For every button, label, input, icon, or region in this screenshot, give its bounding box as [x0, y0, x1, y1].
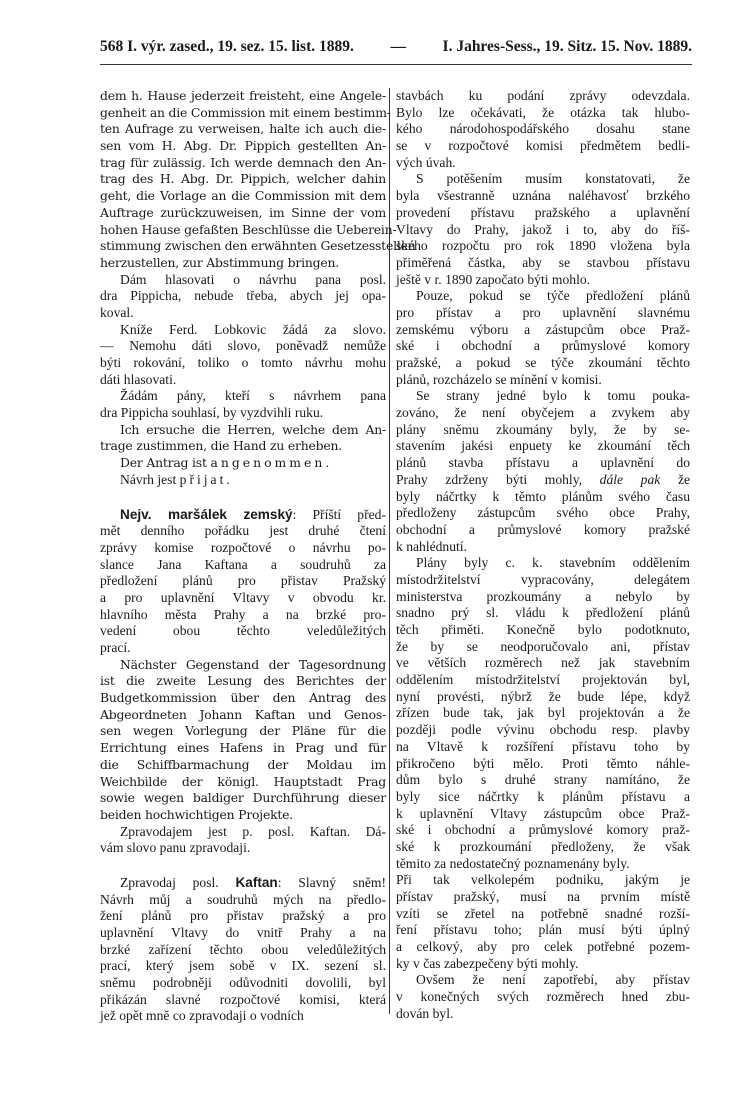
text-line: [396, 472, 690, 489]
text-line: [100, 975, 386, 992]
text-segment: byly náčrtky k těmto plánům svého času: [396, 488, 690, 504]
text-segment: prací.: [100, 640, 131, 655]
text-segment: na Vltavě k rozšíření přístavu toho by: [396, 738, 690, 754]
text-segment: sen wegen Vorlegung der Pläne für die: [100, 723, 386, 739]
text-segment: Budgetkommission über den Antrag des: [100, 690, 386, 706]
text-segment: ve větších rozměrech než jak stavebním: [396, 655, 690, 671]
spaced-text: přijat.: [179, 471, 233, 487]
text-line: [396, 338, 690, 355]
text-line: [100, 942, 386, 959]
text-line: [100, 740, 386, 757]
text-line: [396, 972, 690, 989]
text-line: [396, 705, 690, 722]
text-segment: Der Antrag ist: [120, 455, 211, 471]
right-paragraph: [396, 288, 690, 388]
text-line: [100, 590, 386, 607]
text-line: [100, 573, 386, 590]
text-line: [100, 540, 386, 557]
text-segment: býti rokování, toliko o tomto návrhu mohu: [100, 355, 386, 370]
text-segment: geht, die Vorlage an die Commission mit dem: [100, 188, 386, 204]
text-segment: plánů, rozcházelo se mínění v komisi.: [396, 371, 602, 387]
text-segment: S potěšením musím konstatovati, že: [416, 171, 690, 187]
text-line: [100, 322, 386, 339]
text-line: [396, 806, 690, 823]
text-line: [396, 288, 690, 305]
text-line: [100, 255, 386, 272]
text-line: [100, 205, 386, 222]
text-segment: Bylo lze očekávati, že otázka tak hlubo-: [396, 104, 690, 120]
running-header: [100, 38, 692, 60]
text-segment: zprávy komise rozpočtové o návrhu po-: [100, 539, 386, 555]
text-line: [396, 672, 690, 689]
header-rule: [100, 64, 692, 65]
text-segment: později podle vývinu obchodu resp. plavby: [396, 722, 690, 738]
text-line: [396, 88, 690, 105]
text-segment: Weichbilde der königl. Hauptstadt Prag: [100, 773, 386, 789]
text-line: [396, 138, 690, 155]
text-segment: plány sněmu zkoumány byly, že by se-: [396, 421, 690, 437]
text-segment: a pro uplavnění Vltavy v obvodu kr.: [100, 589, 386, 605]
header-czech: 568 I. výr. zased., 19. sez. 15. list. 1889.: [100, 38, 354, 55]
text-segment: jež opět mně co zpravodaji o vodních: [100, 1008, 304, 1024]
text-segment: dován byl.: [396, 1005, 454, 1021]
text-segment: přiměřená částka, aby se stavbou přístavu: [396, 254, 690, 270]
text-segment: přikázán slavné rozpočtové komisi, která: [100, 991, 386, 1007]
left-paragraph: [100, 657, 386, 824]
text-line: [100, 757, 386, 774]
header-german: I. Jahres-Sess., 19. Sitz. 15. Nov. 1889.: [442, 38, 692, 55]
text-segment: zřízen bude tak, jak byl projektován a že: [396, 705, 690, 721]
text-line: [396, 522, 690, 539]
text-segment: stavbách ku podání zprávy odevzdala.: [396, 88, 690, 103]
text-segment: Návrh můj a soudruhů mých na předlo-: [100, 891, 386, 907]
text-segment: ské i obchodní a průmyslové komory praž-: [396, 822, 690, 838]
text-line: [396, 222, 690, 239]
text-segment: Prahy zdrženy býti mohly,: [396, 471, 600, 487]
text-segment: Zpravodaj posl.: [120, 874, 236, 890]
text-line: [100, 840, 386, 857]
text-segment: přikročeno býti mělo. Proti těmto náhle-: [396, 755, 690, 771]
text-segment: provedení přístavu pražského a uplavnění: [396, 204, 690, 220]
text-segment: trag des H. Abg. Dr. Pippich, welcher dahin: [100, 171, 386, 187]
text-line: [100, 188, 386, 205]
text-line: [100, 355, 386, 372]
text-segment: oddělením místodržitelství projektován byl,: [396, 672, 690, 688]
text-segment: Plány byly c. k. stavebním oddělením: [416, 555, 690, 571]
text-segment: k uplavnění Vltavy zástupcům obce Praž-: [396, 805, 690, 821]
text-line: [100, 472, 386, 489]
text-segment: pro přístav a pro uplavnění slavnému: [396, 304, 690, 320]
text-segment: ření přístavu toho; plán musí býti úplný: [396, 922, 690, 938]
text-segment: zemskému výboru a zástupcům obce Praž-: [396, 321, 690, 337]
text-line: [396, 1006, 690, 1023]
text-segment: kého národohospodářského dosahu stane: [396, 121, 690, 137]
text-line: [396, 772, 690, 789]
right-column: [396, 88, 690, 1023]
text-line: [100, 221, 397, 239]
text-line: [100, 1008, 386, 1025]
text-line: [100, 875, 386, 892]
text-segment: dům bylo s druhé strany namítáno, že: [396, 772, 690, 788]
text-line: [100, 288, 386, 305]
text-segment: předložení plánů pro přistav Pražský: [100, 573, 386, 589]
text-line: [396, 989, 690, 1006]
text-segment: Vltavy do Prahy, jakož i to, aby do říš-: [396, 221, 690, 237]
text-line: [396, 856, 690, 873]
text-segment: Abgeordneten Johann Kaftan und Genos-: [100, 706, 386, 722]
text-line: [100, 305, 386, 322]
text-segment: Zpravodajem jest p. posl. Kaftan. Dá-: [120, 823, 386, 839]
text-segment: sen vom H. Abg. Dr. Pippich gestellten An-: [100, 138, 386, 154]
text-line: [396, 205, 690, 222]
text-segment: těmito za nedostatečný poznamenány byly.: [396, 855, 630, 871]
text-line: [396, 372, 690, 389]
text-line: [100, 640, 386, 657]
text-segment: Kníže Ferd. Lobkovic žádá za slovo.: [120, 321, 386, 337]
text-segment: ské i obchodní a průmyslové komory: [396, 338, 690, 354]
text-segment: uplavnění Vltavy do vnitř Prahy a na: [100, 925, 386, 940]
text-line: [100, 673, 386, 690]
text-line: [396, 839, 690, 856]
text-line: [100, 824, 386, 841]
text-segment: se v rozpočtové komisi předmětem bedli-: [396, 138, 690, 154]
left-paragraph: [100, 88, 416, 272]
text-line: [396, 322, 690, 339]
text-line: [396, 155, 690, 172]
text-line: [396, 255, 690, 272]
right-paragraph: [396, 555, 690, 872]
text-segment: zováno, že není obyčejem a zvykem aby: [396, 405, 690, 421]
text-line: [396, 872, 690, 889]
spaced-text: angenommen.: [210, 455, 333, 471]
right-paragraph: [396, 872, 690, 972]
text-segment: v konečných svých rozměrech hned zbu-: [396, 989, 690, 1005]
text-segment: dáti hlasovati.: [100, 371, 177, 387]
text-segment: ještě v r. 1890 započato býti mohlo.: [396, 271, 591, 287]
text-segment: vedení obou těchto veledůležitých: [100, 623, 386, 639]
right-paragraph: [396, 388, 690, 555]
text-segment: ministerstva prozkoumány a nebylo by: [396, 588, 690, 604]
text-line: [396, 105, 690, 122]
text-line: [396, 405, 690, 422]
text-line: [100, 892, 386, 909]
emphasis-text: dále pak: [599, 471, 661, 487]
text-line: [396, 822, 690, 839]
text-line: [100, 992, 386, 1009]
text-line: [100, 438, 386, 455]
text-segment: Nächster Gegenstand der Tagesordnung: [120, 656, 386, 672]
text-line: [100, 623, 386, 640]
text-segment: slance Jana Kaftana a soudruhů za: [100, 556, 386, 572]
text-segment: hohen Hause gefaßten Beschlüsse die Ueberein-: [100, 221, 397, 237]
text-segment: Návrh jest: [120, 471, 180, 487]
text-segment: Ich ersuche die Herren, welche dem An-: [120, 421, 386, 437]
text-line: [396, 438, 690, 455]
text-segment: vám slovo panu zpravodaji.: [100, 840, 251, 856]
text-line: [100, 790, 386, 807]
text-segment: obchodní a průmyslové komory pražské: [396, 521, 690, 537]
text-line: [396, 939, 690, 956]
text-segment: dem h. Hause jederzeit freisteht, eine Angele-: [100, 88, 386, 103]
text-line: [100, 657, 386, 674]
text-line: [100, 557, 386, 574]
text-segment: předloženy zástupcům svého obce Prahy,: [396, 505, 690, 521]
text-line: [100, 272, 386, 289]
text-segment: byly sice náčrtky k plánům přístavu a: [396, 788, 690, 804]
text-segment: : Slavný sněm!: [277, 874, 387, 890]
left-paragraph: [100, 322, 386, 389]
text-segment: Dám hlasovati o návrhu pana posl.: [120, 271, 386, 287]
text-segment: vzíti se zřetel na potřebně snadné rozší-: [396, 905, 690, 921]
text-line: [396, 639, 690, 656]
text-segment: sněmu podrobněji odůvodniti dovolili, byl: [100, 975, 386, 991]
text-segment: Auftrage zurückzuweisen, im Sinne der vom: [100, 204, 386, 220]
text-segment: vých úvah.: [396, 154, 456, 170]
text-segment: přístav pražský, musí na prvním místě: [396, 889, 690, 904]
text-line: [396, 956, 690, 973]
text-segment: nyní provésti, nýbrž že bude lépe, když: [396, 688, 690, 704]
text-line: [396, 422, 690, 439]
text-line: [100, 422, 386, 439]
text-line: [100, 455, 386, 472]
text-line: [100, 523, 386, 540]
text-segment: genheit an die Commission mit einem bestimm-: [100, 104, 391, 120]
text-segment: že by se neodporučovalo ani, přístav: [396, 638, 690, 654]
text-segment: trag für zulässig. Ich werde demnach den An-: [100, 154, 386, 170]
text-line: [396, 655, 690, 672]
text-segment: Žádám pány, kteří s návrhem pana: [120, 388, 386, 404]
text-segment: Ovšem že není zapotřebí, aby přístav: [416, 972, 690, 988]
right-paragraph: [396, 171, 690, 288]
left-paragraph: [100, 388, 386, 421]
text-segment: beiden hochwichtigen Projekte.: [100, 806, 294, 822]
text-segment: dra Pippicha souhlasí, by vyzdvihli ruku.: [100, 405, 324, 421]
text-line: [100, 908, 386, 925]
text-line: [100, 238, 416, 255]
text-line: [396, 388, 690, 405]
text-segment: žení plánů pro přistav pražský a pro: [100, 908, 386, 924]
text-segment: Se strany jedné bylo k tomu pouka-: [416, 388, 690, 404]
text-line: [100, 171, 386, 188]
text-segment: ist die zweite Lesung des Berichtes der: [100, 673, 386, 689]
text-line: [396, 489, 690, 506]
text-line: [396, 572, 690, 589]
left-paragraph: [100, 422, 386, 455]
text-segment: sowie wegen baldiger Durchführung dieser: [100, 790, 386, 806]
text-line: [100, 155, 386, 172]
text-line: [100, 338, 386, 355]
text-line: [396, 555, 690, 572]
text-line: [396, 355, 690, 372]
text-line: [396, 121, 690, 138]
text-segment: že: [660, 471, 691, 487]
text-segment: těch přiměti. Konečně bylo podotknuto,: [396, 622, 690, 637]
text-line: [100, 372, 386, 389]
left-paragraph: [100, 472, 386, 489]
left-paragraph: [100, 507, 386, 657]
left-paragraph: [100, 875, 386, 1025]
text-segment: stimmung zwischen den erwähnten Gesetzesstellen: [100, 238, 416, 254]
text-line: [396, 305, 690, 322]
text-segment: Pouze, pokud se týče předložení plánů: [416, 288, 690, 304]
text-segment: a celkový, aby pro celek potřebné pozem-: [396, 939, 690, 955]
text-segment: hlavního města Prahy a na brzké pro-: [100, 606, 386, 622]
text-segment: ské k prozkoumání předloženy, že však: [396, 838, 690, 854]
text-line: [396, 455, 690, 472]
text-line: [100, 405, 386, 422]
speaker-name: Nejv. maršálek zemský: [120, 506, 293, 522]
text-segment: koval.: [100, 304, 134, 320]
text-line: [100, 507, 386, 524]
text-line: [396, 722, 690, 739]
text-line: [396, 272, 690, 289]
text-segment: ten Aufrage zu verweisen, halte ich auch die-: [100, 121, 386, 137]
text-segment: byla všestranně uznána naléhavosť brzkého: [396, 188, 690, 204]
text-line: [100, 925, 386, 942]
text-line: [396, 589, 690, 606]
text-segment: pražské, a pokud se týče zkoumání těchto: [396, 355, 690, 370]
text-segment: prací, který jsem sobě v IX. sezení sl.: [100, 958, 386, 974]
text-segment: Errichtung eines Hafens in Prag und für: [100, 740, 386, 756]
text-line: [100, 607, 386, 624]
text-line: [396, 238, 690, 255]
text-line: [100, 707, 386, 724]
text-line: [396, 622, 690, 639]
text-segment: : Příští před-: [292, 506, 386, 522]
text-line: [396, 188, 690, 205]
text-line: [396, 739, 690, 756]
text-line: [100, 723, 386, 740]
left-paragraph: [100, 824, 386, 857]
text-line: [100, 121, 386, 138]
right-paragraph: [396, 972, 690, 1022]
text-line: [100, 388, 386, 405]
text-line: [396, 756, 690, 773]
text-segment: Při tak velkolepém podniku, jakým je: [396, 872, 690, 888]
text-segment: die Schiffbarmachung der Moldau im: [100, 756, 386, 772]
text-segment: dra Pippicha, nebude třeba, abych jej opa-: [100, 288, 386, 304]
text-segment: trage zustimmen, die Hand zu erheben.: [100, 438, 342, 454]
left-column: [100, 88, 416, 1025]
text-segment: stavením jakési enpuety ke zkoumání těch: [396, 438, 690, 454]
text-line: [396, 922, 690, 939]
left-paragraph: [100, 272, 386, 322]
text-line: [396, 889, 690, 906]
right-paragraph: [396, 88, 690, 171]
text-segment: — Nemohu dáti slovo, poněvadž nemůže: [100, 338, 386, 354]
text-line: [100, 690, 386, 707]
text-line: [100, 138, 386, 155]
header-separator: —: [390, 38, 406, 55]
text-line: [396, 789, 690, 806]
text-line: [100, 807, 386, 824]
text-segment: snadno prý sl. vládu k předložení plánů: [396, 605, 690, 621]
left-paragraph: [100, 455, 386, 472]
text-segment: místodržitelství vypracovány, delegátem: [396, 571, 690, 587]
text-segment: k nahlédnutí.: [396, 538, 467, 554]
text-line: [100, 958, 386, 975]
text-line: [100, 104, 391, 122]
text-line: [396, 539, 690, 556]
text-line: [396, 906, 690, 923]
text-segment: herzustellen, zur Abstimmung bringen.: [100, 254, 339, 270]
text-line: [396, 689, 690, 706]
text-line: [396, 505, 690, 522]
text-segment: brzké zařízení těchto obou veledůležitých: [100, 941, 386, 957]
text-segment: plánů stavba přístavu a uplavnění do: [396, 455, 690, 471]
text-line: [396, 171, 690, 188]
speaker-name: Kaftan: [235, 874, 278, 890]
text-segment: mět denního pořádku jest druhé čtení: [100, 523, 386, 539]
text-segment: ky v čas zabezpečeny býti mohly.: [396, 955, 579, 971]
text-segment: ského rozpočtu pro rok 1890 vložena byla: [396, 238, 690, 254]
text-line: [396, 605, 690, 622]
text-line: [100, 774, 386, 791]
text-line: [100, 88, 386, 105]
